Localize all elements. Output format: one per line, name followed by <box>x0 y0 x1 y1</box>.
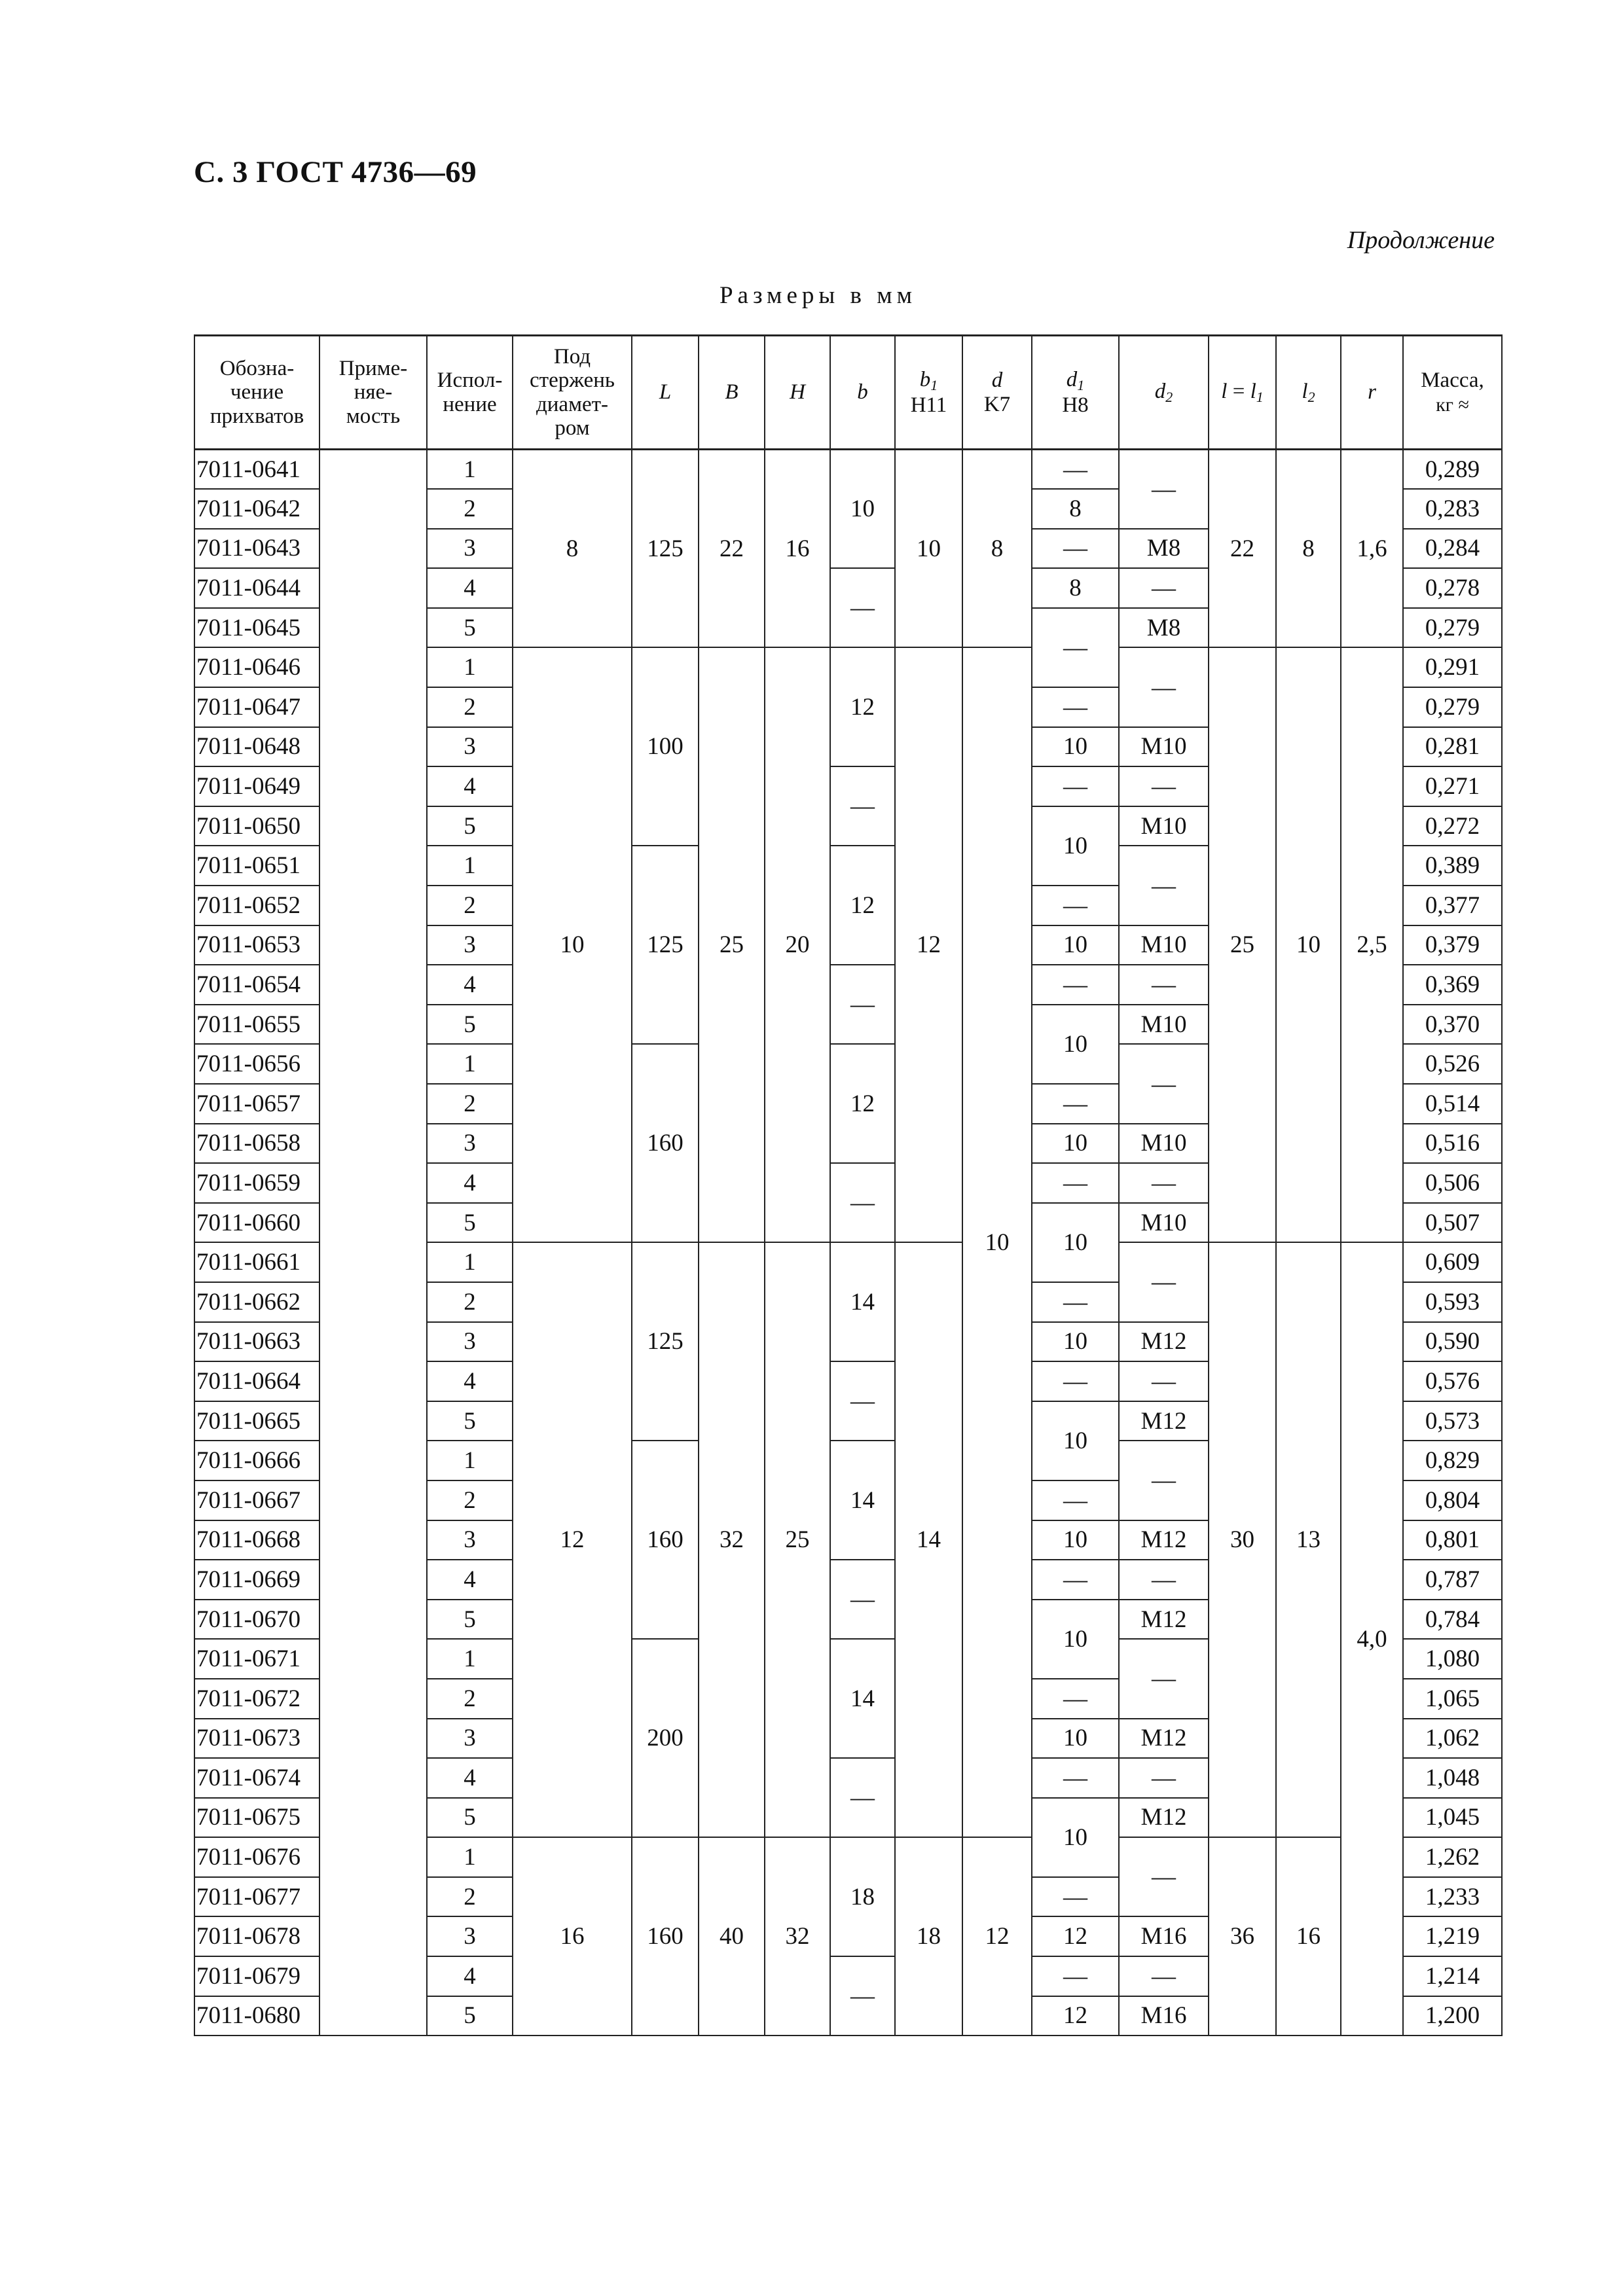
version-cell: 2 <box>427 886 513 925</box>
d1-cell: 10 <box>1032 1520 1119 1560</box>
designation-cell: 7011-0657 <box>194 1084 319 1124</box>
version-cell: 4 <box>427 766 513 806</box>
header-B: B <box>699 336 765 450</box>
l2-cell: 13 <box>1276 1242 1341 1837</box>
version-cell: 5 <box>427 1996 513 2036</box>
l-eq-l1-cell: 30 <box>1209 1242 1276 1837</box>
mass-cell: 1,065 <box>1403 1679 1502 1719</box>
d2-cell: — <box>1119 1560 1209 1600</box>
mass-cell: 0,284 <box>1403 529 1502 569</box>
version-cell: 4 <box>427 1163 513 1203</box>
version-cell: 1 <box>427 1837 513 1877</box>
H-cell: 16 <box>765 450 830 648</box>
mass-cell: 0,279 <box>1403 608 1502 648</box>
version-cell: 2 <box>427 1084 513 1124</box>
b-cell: — <box>830 1956 895 2036</box>
b-cell: 12 <box>830 846 895 965</box>
d2-cell: — <box>1119 965 1209 1005</box>
header-b: b <box>830 336 895 450</box>
mass-cell: 0,590 <box>1403 1322 1502 1362</box>
version-cell: 3 <box>427 1916 513 1956</box>
mass-cell: 0,514 <box>1403 1084 1502 1124</box>
version-cell: 5 <box>427 1203 513 1243</box>
d2-cell: — <box>1119 1242 1209 1321</box>
b-cell: — <box>830 766 895 846</box>
mass-cell: 1,200 <box>1403 1996 1502 2036</box>
l2-cell: 8 <box>1276 450 1341 648</box>
version-cell: 4 <box>427 1956 513 1996</box>
designation-cell: 7011-0651 <box>194 846 319 886</box>
d1-cell: 10 <box>1032 925 1119 965</box>
d2-cell: — <box>1119 1441 1209 1520</box>
d1-cell: 10 <box>1032 1600 1119 1679</box>
L-cell: 200 <box>632 1639 699 1837</box>
designation-cell: 7011-0675 <box>194 1798 319 1838</box>
b-cell: 14 <box>830 1441 895 1560</box>
header-mass: Масса, кг ≈ <box>1403 336 1502 450</box>
mass-cell: 0,271 <box>1403 766 1502 806</box>
d2-cell: M10 <box>1119 1124 1209 1164</box>
header-l-eq-l1: $l = l_1$ <box>1209 336 1276 450</box>
mass-cell: 0,272 <box>1403 806 1502 846</box>
mass-cell: 1,219 <box>1403 1916 1502 1956</box>
designation-cell: 7011-0644 <box>194 568 319 608</box>
units-caption: Размеры в мм <box>719 282 917 309</box>
d1-cell: — <box>1032 687 1119 727</box>
l2-cell: 16 <box>1276 1837 1341 2036</box>
rod-diameter-cell: 8 <box>513 450 632 648</box>
version-cell: 4 <box>427 1560 513 1600</box>
d1-cell: — <box>1032 1679 1119 1719</box>
version-cell: 2 <box>427 687 513 727</box>
d2-cell: M12 <box>1119 1798 1209 1838</box>
rod-diameter-cell: 12 <box>513 1242 632 1837</box>
mass-cell: 0,593 <box>1403 1282 1502 1322</box>
d1-cell: 12 <box>1032 1996 1119 2036</box>
b-cell: 18 <box>830 1837 895 1956</box>
L-cell: 125 <box>632 450 699 648</box>
b1-cell: 10 <box>895 450 962 648</box>
d1-cell: — <box>1032 1877 1119 1917</box>
d-cell: 10 <box>962 647 1032 1837</box>
version-cell: 5 <box>427 806 513 846</box>
d1-cell: — <box>1032 1956 1119 1996</box>
H-cell: 32 <box>765 1837 830 2036</box>
designation-cell: 7011-0655 <box>194 1005 319 1045</box>
d1-cell: 10 <box>1032 727 1119 767</box>
d1-cell: 10 <box>1032 1005 1119 1084</box>
d2-cell: — <box>1119 1361 1209 1401</box>
designation-cell: 7011-0667 <box>194 1480 319 1520</box>
d1-cell: — <box>1032 450 1119 490</box>
version-cell: 4 <box>427 1361 513 1401</box>
mass-cell: 0,787 <box>1403 1560 1502 1600</box>
designation-cell: 7011-0641 <box>194 450 319 490</box>
designation-cell: 7011-0645 <box>194 608 319 648</box>
header-b1: $b_1$ H11 <box>895 336 962 450</box>
mass-cell: 0,507 <box>1403 1203 1502 1243</box>
d2-cell: — <box>1119 1163 1209 1203</box>
mass-cell: 1,048 <box>1403 1758 1502 1798</box>
header-designation: Обозна- чение прихватов <box>194 336 319 450</box>
mass-cell: 0,370 <box>1403 1005 1502 1045</box>
version-cell: 1 <box>427 846 513 886</box>
version-cell: 4 <box>427 1758 513 1798</box>
designation-cell: 7011-0647 <box>194 687 319 727</box>
d2-cell: M12 <box>1119 1520 1209 1560</box>
designation-cell: 7011-0661 <box>194 1242 319 1282</box>
b-cell: — <box>830 1758 895 1837</box>
d2-cell: — <box>1119 568 1209 608</box>
mass-cell: 0,576 <box>1403 1361 1502 1401</box>
version-cell: 1 <box>427 450 513 490</box>
d1-cell: 10 <box>1032 1322 1119 1362</box>
l-eq-l1-cell: 36 <box>1209 1837 1276 2036</box>
header-d: d K7 <box>962 336 1032 450</box>
L-cell: 125 <box>632 846 699 1044</box>
header-applicability: Приме- няе- мость <box>319 336 427 450</box>
L-cell: 160 <box>632 1837 699 2036</box>
H-cell: 20 <box>765 647 830 1242</box>
continuation-label: Продолжение <box>1347 226 1495 254</box>
d1-cell: 10 <box>1032 1124 1119 1164</box>
designation-cell: 7011-0646 <box>194 647 319 687</box>
designation-cell: 7011-0665 <box>194 1401 319 1441</box>
b-cell: — <box>830 965 895 1044</box>
version-cell: 3 <box>427 925 513 965</box>
version-cell: 3 <box>427 1520 513 1560</box>
d1-cell: — <box>1032 529 1119 569</box>
d1-cell: — <box>1032 1282 1119 1322</box>
l-eq-l1-cell: 22 <box>1209 450 1276 648</box>
d2-cell: — <box>1119 846 1209 925</box>
d1-cell: — <box>1032 1758 1119 1798</box>
designation-cell: 7011-0666 <box>194 1441 319 1480</box>
table-header-row <box>194 336 1502 450</box>
designation-cell: 7011-0662 <box>194 1282 319 1322</box>
version-cell: 3 <box>427 1719 513 1759</box>
designation-cell: 7011-0672 <box>194 1679 319 1719</box>
d1-cell: — <box>1032 965 1119 1005</box>
designation-cell: 7011-0677 <box>194 1877 319 1917</box>
d2-cell: M12 <box>1119 1600 1209 1640</box>
designation-cell: 7011-0680 <box>194 1996 319 2036</box>
designation-cell: 7011-0673 <box>194 1719 319 1759</box>
version-cell: 1 <box>427 1242 513 1282</box>
version-cell: 3 <box>427 529 513 569</box>
b-cell: 10 <box>830 450 895 569</box>
b-cell: — <box>830 1560 895 1639</box>
header-d1: $d_1$ H8 <box>1032 336 1119 450</box>
d2-cell: M10 <box>1119 1005 1209 1045</box>
header-d2: $d_2$ <box>1119 336 1209 450</box>
b-cell: 12 <box>830 1044 895 1163</box>
d2-cell: — <box>1119 1758 1209 1798</box>
d1-cell: — <box>1032 1084 1119 1124</box>
d1-cell: 10 <box>1032 1401 1119 1480</box>
d2-cell: M12 <box>1119 1322 1209 1362</box>
version-cell: 3 <box>427 1124 513 1164</box>
mass-cell: 0,291 <box>1403 647 1502 687</box>
designation-cell: 7011-0671 <box>194 1639 319 1679</box>
version-cell: 5 <box>427 1798 513 1838</box>
version-cell: 2 <box>427 1679 513 1719</box>
designation-cell: 7011-0659 <box>194 1163 319 1203</box>
b1-cell: 18 <box>895 1837 962 2036</box>
designation-cell: 7011-0650 <box>194 806 319 846</box>
designation-cell: 7011-0658 <box>194 1124 319 1164</box>
mass-cell: 1,262 <box>1403 1837 1502 1877</box>
d2-cell: M16 <box>1119 1916 1209 1956</box>
d2-cell: M10 <box>1119 925 1209 965</box>
d2-cell: — <box>1119 1639 1209 1718</box>
b-cell: 12 <box>830 647 895 766</box>
mass-cell: 0,389 <box>1403 846 1502 886</box>
d2-cell: M16 <box>1119 1996 1209 2036</box>
d2-cell: — <box>1119 766 1209 806</box>
version-cell: 1 <box>427 1639 513 1679</box>
designation-cell: 7011-0642 <box>194 489 319 529</box>
L-cell: 160 <box>632 1441 699 1639</box>
l2-cell: 10 <box>1276 647 1341 1242</box>
d1-cell: — <box>1032 1163 1119 1203</box>
d2-cell: M8 <box>1119 608 1209 648</box>
mass-cell: 1,080 <box>1403 1639 1502 1679</box>
mass-cell: 0,281 <box>1403 727 1502 767</box>
designation-cell: 7011-0679 <box>194 1956 319 1996</box>
d1-cell: — <box>1032 1361 1119 1401</box>
d1-cell: 8 <box>1032 568 1119 608</box>
H-cell: 25 <box>765 1242 830 1837</box>
designation-cell: 7011-0660 <box>194 1203 319 1243</box>
designation-cell: 7011-0664 <box>194 1361 319 1401</box>
mass-cell: 0,804 <box>1403 1480 1502 1520</box>
designation-cell: 7011-0668 <box>194 1520 319 1560</box>
rod-diameter-cell: 16 <box>513 1837 632 2036</box>
d2-cell: — <box>1119 450 1209 529</box>
r-cell: 1,6 <box>1341 450 1403 648</box>
designation-cell: 7011-0669 <box>194 1560 319 1600</box>
header-L: L <box>632 336 699 450</box>
header-H: H <box>765 336 830 450</box>
header-l2: $l_2$ <box>1276 336 1341 450</box>
designation-cell: 7011-0649 <box>194 766 319 806</box>
version-cell: 1 <box>427 1044 513 1084</box>
version-cell: 2 <box>427 1282 513 1322</box>
designation-cell: 7011-0643 <box>194 529 319 569</box>
d1-cell: — <box>1032 608 1119 687</box>
d2-cell: M12 <box>1119 1719 1209 1759</box>
designation-cell: 7011-0678 <box>194 1916 319 1956</box>
version-cell: 5 <box>427 1005 513 1045</box>
L-cell: 100 <box>632 647 699 846</box>
d2-cell: — <box>1119 647 1209 726</box>
B-cell: 32 <box>699 1242 765 1837</box>
mass-cell: 0,283 <box>1403 489 1502 529</box>
page-header: С. 3 ГОСТ 4736—69 <box>194 155 477 189</box>
L-cell: 125 <box>632 1242 699 1441</box>
d1-cell: 12 <box>1032 1916 1119 1956</box>
d1-cell: 10 <box>1032 1798 1119 1877</box>
L-cell: 160 <box>632 1044 699 1242</box>
b1-cell: 12 <box>895 647 962 1242</box>
r-cell: 2,5 <box>1341 647 1403 1242</box>
B-cell: 22 <box>699 450 765 648</box>
rod-diameter-cell: 10 <box>513 647 632 1242</box>
B-cell: 40 <box>699 1837 765 2036</box>
d2-cell: M10 <box>1119 1203 1209 1243</box>
designation-cell: 7011-0676 <box>194 1837 319 1877</box>
designation-cell: 7011-0654 <box>194 965 319 1005</box>
designation-cell: 7011-0652 <box>194 886 319 925</box>
d1-cell: — <box>1032 766 1119 806</box>
b1-cell: 14 <box>895 1242 962 1837</box>
d1-cell: — <box>1032 1480 1119 1520</box>
designation-cell: 7011-0653 <box>194 925 319 965</box>
d2-cell: — <box>1119 1044 1209 1123</box>
mass-cell: 1,233 <box>1403 1877 1502 1917</box>
mass-cell: 0,829 <box>1403 1441 1502 1480</box>
d1-cell: 10 <box>1032 806 1119 886</box>
applicability-cell <box>319 450 427 2036</box>
designation-cell: 7011-0656 <box>194 1044 319 1084</box>
mass-cell: 0,377 <box>1403 886 1502 925</box>
mass-cell: 0,379 <box>1403 925 1502 965</box>
version-cell: 5 <box>427 1600 513 1640</box>
mass-cell: 0,506 <box>1403 1163 1502 1203</box>
version-cell: 2 <box>427 489 513 529</box>
d1-cell: 10 <box>1032 1203 1119 1282</box>
b-cell: 14 <box>830 1639 895 1758</box>
d2-cell: M10 <box>1119 727 1209 767</box>
table-row <box>194 450 1502 490</box>
mass-cell: 1,062 <box>1403 1719 1502 1759</box>
mass-cell: 0,609 <box>1403 1242 1502 1282</box>
b-cell: — <box>830 1163 895 1242</box>
d-cell: 12 <box>962 1837 1032 2036</box>
designation-cell: 7011-0663 <box>194 1322 319 1362</box>
mass-cell: 0,369 <box>1403 965 1502 1005</box>
version-cell: 2 <box>427 1480 513 1520</box>
dimensions-table <box>194 334 1503 2036</box>
b-cell: 14 <box>830 1242 895 1361</box>
mass-cell: 1,214 <box>1403 1956 1502 1996</box>
mass-cell: 0,516 <box>1403 1124 1502 1164</box>
B-cell: 25 <box>699 647 765 1242</box>
d1-cell: 10 <box>1032 1719 1119 1759</box>
header-version: Испол- нение <box>427 336 513 450</box>
version-cell: 4 <box>427 965 513 1005</box>
version-cell: 2 <box>427 1877 513 1917</box>
b-cell: — <box>830 568 895 647</box>
version-cell: 5 <box>427 608 513 648</box>
d1-cell: 8 <box>1032 489 1119 529</box>
version-cell: 4 <box>427 568 513 608</box>
mass-cell: 0,573 <box>1403 1401 1502 1441</box>
designation-cell: 7011-0648 <box>194 727 319 767</box>
version-cell: 5 <box>427 1401 513 1441</box>
version-cell: 1 <box>427 647 513 687</box>
mass-cell: 0,526 <box>1403 1044 1502 1084</box>
version-cell: 3 <box>427 1322 513 1362</box>
designation-cell: 7011-0670 <box>194 1600 319 1640</box>
d1-cell: — <box>1032 1560 1119 1600</box>
mass-cell: 0,278 <box>1403 568 1502 608</box>
version-cell: 3 <box>427 727 513 767</box>
d2-cell: M12 <box>1119 1401 1209 1441</box>
header-rod-diameter: Под стержень диамет- ром <box>513 336 632 450</box>
d2-cell: M10 <box>1119 806 1209 846</box>
header-r: r <box>1341 336 1403 450</box>
r-cell: 4,0 <box>1341 1242 1403 2036</box>
mass-cell: 0,801 <box>1403 1520 1502 1560</box>
version-cell: 1 <box>427 1441 513 1480</box>
mass-cell: 0,784 <box>1403 1600 1502 1640</box>
d2-cell: — <box>1119 1956 1209 1996</box>
mass-cell: 0,279 <box>1403 687 1502 727</box>
d2-cell: M8 <box>1119 529 1209 569</box>
mass-cell: 0,289 <box>1403 450 1502 490</box>
mass-cell: 1,045 <box>1403 1798 1502 1838</box>
d-cell: 8 <box>962 450 1032 648</box>
b-cell: — <box>830 1361 895 1441</box>
designation-cell: 7011-0674 <box>194 1758 319 1798</box>
d1-cell: — <box>1032 886 1119 925</box>
d2-cell: — <box>1119 1837 1209 1916</box>
l-eq-l1-cell: 25 <box>1209 647 1276 1242</box>
